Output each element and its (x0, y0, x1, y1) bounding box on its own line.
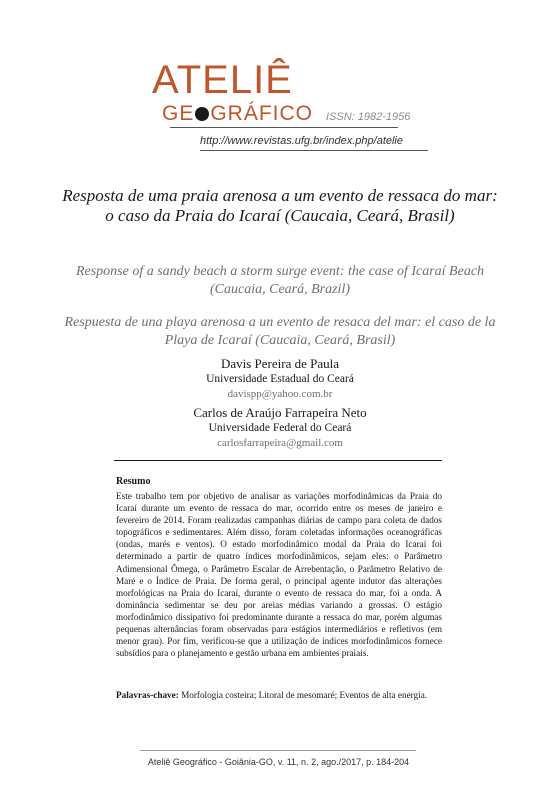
author-block (60, 356, 500, 402)
journal-logo-subtitle (162, 102, 313, 126)
author-name: Davis Pereira de Paula (220, 356, 340, 371)
footer-divider (140, 750, 416, 751)
url-underline (200, 150, 428, 151)
title-english: Response of a sandy beach a storm surge event: the case of Icaraí Beach (Caucaia, Ceará, Brazil) (75, 264, 485, 297)
author-institution: Universidade Estadual do Ceará (206, 373, 354, 385)
logo-subtitle-start: GE (162, 102, 195, 125)
logo-dot-icon (195, 107, 209, 121)
section-divider (114, 460, 442, 461)
keywords (116, 689, 442, 701)
journal-logo-title: ATELIÊ (152, 58, 293, 102)
header-divider (170, 127, 398, 128)
title-spanish: Respuesta de una playa arenosa a un evento de resaca del mar: el caso de la Playa de Icaraí (Caucaia, Ceará, Brasil) (64, 315, 496, 348)
abstract-heading: Resumo (116, 476, 151, 487)
author-block (60, 405, 500, 451)
title-portuguese: Resposta de uma praia arenosa a um evento de ressaca do mar: o caso da Praia do Icaraí (Caucaia, Ceará, Brasil) (62, 186, 498, 225)
page-footer: Ateliê Geográfico - Goiânia-GO, v. 11, n. 2, ago./2017, p. 184-204 (147, 757, 410, 767)
journal-url-link[interactable]: http://www.revistas.ufg.br/index.php/atelie (200, 135, 403, 147)
author-institution: Universidade Federal do Ceará (208, 422, 352, 434)
issn-label: ISSN: 1982-1956 (326, 111, 411, 123)
author-email[interactable]: davispp@yahoo.com.br (227, 388, 333, 400)
abstract-text: Este trabalho tem por objetivo de analisar as variações morfodinâmicas da Praia do Icaraí durante um evento de ressaca do mar, ocorrido entre os meses de janeiro e fevereiro de 2014. Foram realizadas campanhas diárias de campo para coleta de dados topográficos e sedimentares. Além disso, foram coletadas informações oceanográficas (ondas, marés e ventos). O estado morfodinâmico modal da Praia do Icaraí foi determinado a partir de quatro índices morfodinâmicos, sejam eles: o Parâmetro Adimensional Ômega, o Parâmetro Escalar de Arrebentação, o Parâmetro Relativo de Maré e o Índice de Praia. De forma geral, o principal agente indutor das alterações morfológicas na Praia do Icaraí, durante o evento de ressaca do mar, foi a onda. A dominância sedimentar se deu por areias médias variando a grossas. O estágio morfodinâmico dissipativo foi predominante durante a ressaca do mar, porém algumas pequenas alternâncias foram observadas para estágios intermediários e refletivos (em menor grau). Por fim, verificou-se que a utilização de índices morfodinâmicos fornece subsídios para o planejamento e gestão urbana em ambientes praiais. (116, 491, 442, 659)
author-email[interactable]: carlosfarrapeira@gmail.com (217, 437, 343, 449)
author-name: Carlos de Araújo Farrapeira Neto (193, 405, 367, 420)
logo-subtitle-end: GRÁFICO (210, 102, 314, 125)
keywords-label: Palavras-chave: (116, 690, 179, 700)
keywords-text: Morfologia costeira; Litoral de mesomaré; Eventos de alta energia. (178, 690, 428, 700)
